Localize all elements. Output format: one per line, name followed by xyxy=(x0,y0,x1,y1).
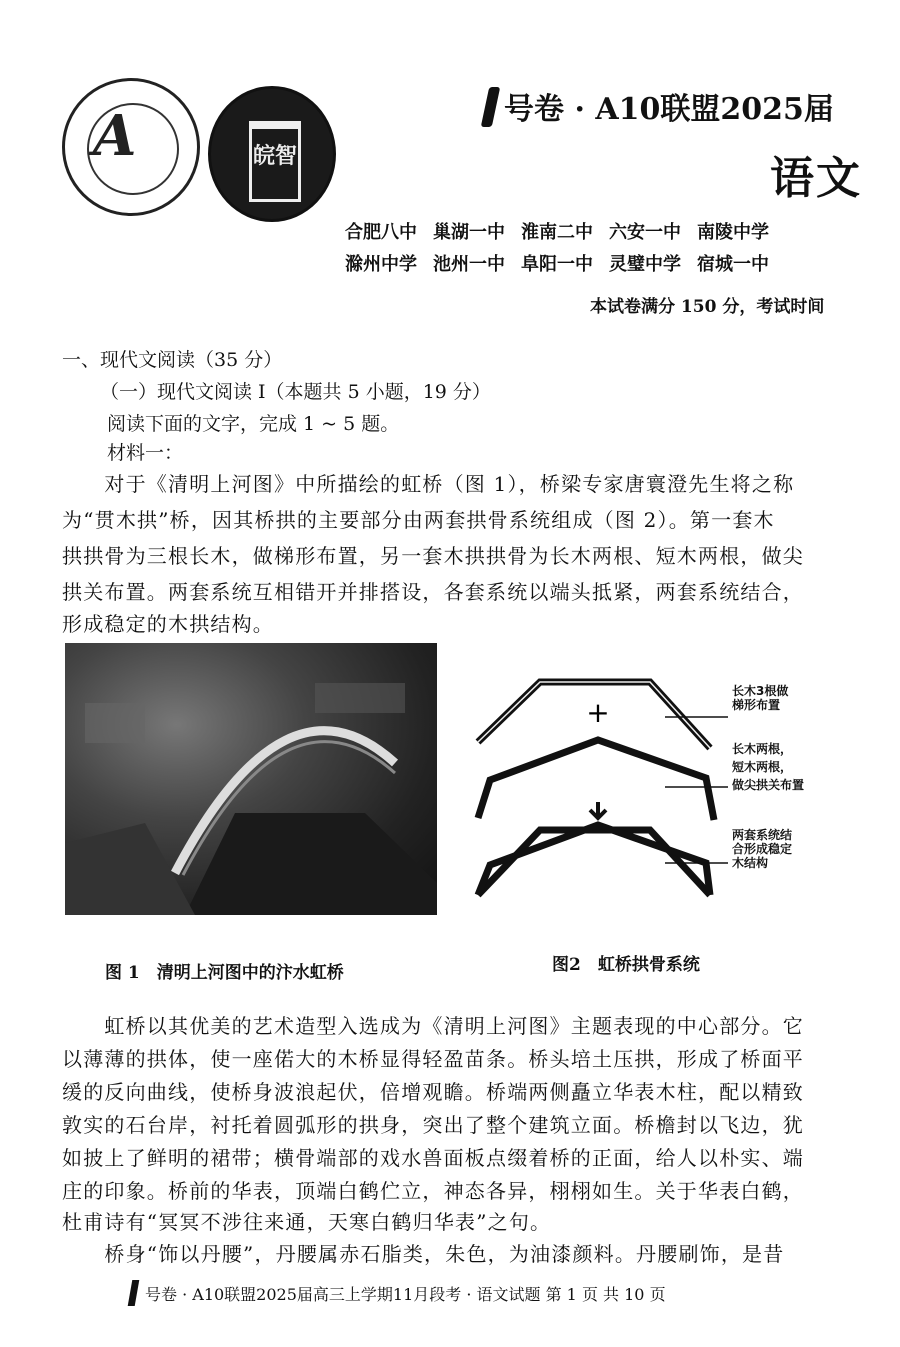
footer-brush-mark xyxy=(128,1280,140,1306)
school: 合肥八中 xyxy=(345,222,417,243)
alliance-logo: A xyxy=(62,78,200,216)
text-line: 拱拱骨为三根长木，做梯形布置，另一套木拱拱骨为长木两根、短木两根，做尖 xyxy=(62,544,804,568)
text-line: 形成稳定的木拱结构。 xyxy=(62,612,274,636)
schools-row-2 xyxy=(345,250,785,276)
school: 阜阳一中 xyxy=(521,254,593,275)
school: 滁州中学 xyxy=(345,254,417,275)
instruction: 阅读下面的文字，完成 1 ~ 5 题。 xyxy=(107,413,400,435)
figure-1-caption: 图 1 清明上河图中的汴水虹桥 xyxy=(105,963,344,983)
subject-title: 语文 xyxy=(770,153,862,204)
school: 灵璧中学 xyxy=(609,254,681,275)
exam-brand-title xyxy=(485,84,834,128)
figure-2-caption: 图2 虹桥拱骨系统 xyxy=(552,955,700,975)
figure-2-label-3 xyxy=(732,828,792,870)
figure-1-bridge-painting xyxy=(65,643,437,915)
text-line: 缓的反向曲线，使桥身波浪起伏，倍增观瞻。桥端两侧矗立华表木柱，配以精致 xyxy=(62,1080,804,1104)
label-line: 两套系统结 xyxy=(732,828,793,842)
school: 六安一中 xyxy=(609,222,681,243)
text-line: 拱关布置。两套系统互相错开并排搭设，各套系统以端头抵紧，两套系统结合， xyxy=(62,580,804,604)
section-title: 一、现代文阅读（35 分） xyxy=(62,349,283,371)
label-line: 短木两根， xyxy=(732,760,793,774)
brand-text: 号卷 · A10联盟2025届 xyxy=(504,92,834,127)
school: 巢湖一中 xyxy=(433,222,505,243)
label-line: 梯形布置 xyxy=(732,698,781,712)
text-line: 庄的印象。桥前的华表，顶端白鹤伫立，神态各异，栩栩如生。关于华表白鹤， xyxy=(62,1179,804,1203)
brand-brush-mark xyxy=(481,87,501,127)
bridge-painting-sketch xyxy=(65,643,437,915)
page-footer xyxy=(130,1280,666,1306)
label-line: 长木两根， xyxy=(732,742,793,756)
text-line: 为“贯木拱”桥，因其桥拱的主要部分由两套拱骨系统组成（图 2）。第一套木 xyxy=(62,508,775,532)
label-line: 合形成稳定 xyxy=(732,842,793,856)
text-line: 如披上了鲜明的裙带；横骨端部的戏水兽面板点缀着桥的正面，给人以朴实、端 xyxy=(62,1146,804,1170)
text-line: 敦实的石台岸，衬托着圆弧形的拱身，突出了整个建筑立面。桥檐封以飞边，犹 xyxy=(62,1113,804,1137)
school: 宿城一中 xyxy=(697,254,769,275)
text-line: 虹桥以其优美的艺术造型入选成为《清明上河图》主题表现的中心部分。它 xyxy=(62,1014,804,1038)
schools-row-1 xyxy=(345,218,785,244)
score-info: 本试卷满分 150 分，考试时间 xyxy=(590,297,825,317)
text-line: 桥身“饰以丹腰”，丹腰属赤石脂类，朱色，为油漆颜料。丹腰刷饰，是昔 xyxy=(62,1242,785,1266)
footer-text: 号卷 · A10联盟2025届高三上学期11月段考 · 语文试题 第 1 页 共 10 页 xyxy=(145,1285,666,1304)
material-label: 材料一： xyxy=(107,442,184,464)
school: 池州一中 xyxy=(433,254,505,275)
label-line: 做尖拱关布置 xyxy=(732,778,805,792)
text-line: 以薄薄的拱体，使一座偌大的木桥显得轻盈苗条。桥头培土压拱，形成了桥面平 xyxy=(62,1047,804,1071)
label-line: 木结构 xyxy=(732,856,769,870)
figure-2-arch-diagram xyxy=(470,670,730,920)
school: 淮南二中 xyxy=(521,222,593,243)
wanzhi-education-logo: 皖智 xyxy=(208,86,336,222)
text-line: 杜甫诗有“冥冥不涉往来通，天寒白鹤归华表”之句。 xyxy=(62,1210,552,1234)
text-line: 对于《清明上河图》中所描绘的虹桥（图 1），桥梁专家唐寰澄先生将之称 xyxy=(62,472,795,496)
arrow-down-icon xyxy=(590,802,606,818)
label-line: 长木3根做 xyxy=(732,684,789,698)
plus-sign: + xyxy=(586,696,610,729)
school: 南陵中学 xyxy=(697,222,769,243)
figure-2-label-2 xyxy=(732,742,804,792)
figure-2-label-1 xyxy=(732,684,788,712)
section-subtitle: （一）现代文阅读 I（本题共 5 小题，19 分） xyxy=(100,381,491,403)
